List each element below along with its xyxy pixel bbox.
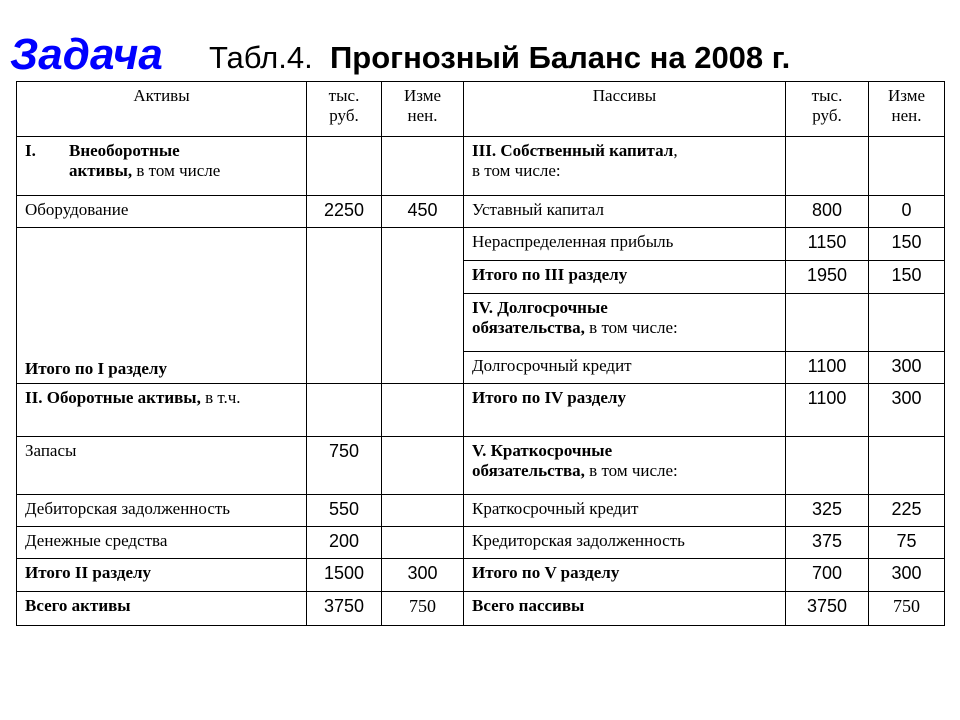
total-section-5-value: 700: [786, 559, 869, 592]
total-section-2-change: 300: [382, 559, 464, 592]
section-3-comma: ,: [673, 141, 678, 160]
charter-capital-value: 800: [786, 196, 869, 228]
long-term-loan-label: Долгосрочный кредит: [464, 352, 786, 384]
empty-cell: [786, 137, 869, 196]
header-thousand-assets: [307, 82, 382, 137]
payables-label: Кредиторская задолженность: [464, 527, 786, 559]
header-change-assets: [382, 82, 464, 137]
table-row: [17, 592, 945, 626]
table-row: [17, 137, 945, 196]
table-row: [17, 384, 945, 437]
short-term-loan-label: Краткосрочный кредит: [464, 495, 786, 527]
header-thousand-liabilities: [786, 82, 869, 137]
section-5-title-line2: обязательства,: [472, 461, 585, 480]
empty-cell: [307, 137, 382, 196]
total-assets-label: Всего активы: [17, 592, 307, 626]
total-liabilities-label: Всего пассивы: [464, 592, 786, 626]
charter-capital-change: 0: [869, 196, 945, 228]
header-change-line1: Изме: [403, 86, 442, 105]
table-row: [17, 228, 945, 261]
table-number: Табл.4.: [209, 40, 313, 75]
section-2-heading: [17, 384, 307, 437]
header-thousand-line2: руб.: [329, 106, 359, 125]
table-row: [17, 437, 945, 495]
header-thousand-line2: руб.: [812, 106, 842, 125]
total-section-3-label: Итого по III разделу: [464, 261, 786, 294]
stocks-value: 750: [307, 437, 382, 495]
section-1-number: I.: [25, 141, 36, 160]
total-section-5-change: 300: [869, 559, 945, 592]
total-section-3-change: 150: [869, 261, 945, 294]
empty-cell: [382, 437, 464, 495]
section-1-title-line1: Внеоборотные: [69, 141, 180, 160]
charter-capital-label: Уставный капитал: [464, 196, 786, 228]
task-heading: Задача: [10, 30, 163, 79]
section-2-title: II. Оборотные активы,: [25, 388, 201, 407]
empty-cell: [382, 137, 464, 196]
section-4-title-line1: IV. Долгосрочные: [472, 298, 608, 317]
total-section-5-label: Итого по V разделу: [464, 559, 786, 592]
stocks-label: Запасы: [17, 437, 307, 495]
receivables-label: Дебиторская задолженность: [17, 495, 307, 527]
empty-cell: [786, 294, 869, 352]
total-liabilities-value: 3750: [786, 592, 869, 626]
payables-change: 75: [869, 527, 945, 559]
payables-value: 375: [786, 527, 869, 559]
table-row: [17, 527, 945, 559]
equipment-value: 2250: [307, 196, 382, 228]
section-1-note: в том числе: [132, 161, 221, 180]
section-5-heading: [464, 437, 786, 495]
header-change-line1: Изме: [887, 86, 926, 105]
table-header-row: [17, 82, 945, 137]
equipment-label: Оборудование: [17, 196, 307, 228]
total-section-4-change: 300: [869, 384, 945, 437]
empty-cell: [786, 437, 869, 495]
short-term-loan-change: 225: [869, 495, 945, 527]
cash-label: Денежные средства: [17, 527, 307, 559]
section-4-heading: [464, 294, 786, 352]
table-row: [17, 196, 945, 228]
header-thousand-line1: тыс.: [811, 86, 843, 105]
section-1-heading: [17, 137, 307, 196]
empty-cell: [869, 294, 945, 352]
table-row: [17, 559, 945, 592]
retained-earnings-label: Нераспределенная прибыль: [464, 228, 786, 261]
empty-cell: [307, 384, 382, 437]
total-assets-change: 750: [382, 592, 464, 626]
section-4-note: в том числе:: [584, 318, 678, 337]
empty-cell: [382, 384, 464, 437]
header-change-line2: нен.: [407, 106, 438, 125]
section-3-title: III. Собственный капитал: [472, 141, 674, 160]
header-liabilities: Пассивы: [464, 82, 786, 137]
empty-cell: [869, 437, 945, 495]
total-section-2-value: 1500: [307, 559, 382, 592]
retained-earnings-change: 150: [869, 228, 945, 261]
cash-value: 200: [307, 527, 382, 559]
retained-earnings-value: 1150: [786, 228, 869, 261]
long-term-loan-value: 1100: [786, 352, 869, 384]
section-4-title-line2: обязательства,: [472, 318, 585, 337]
total-section-1-label: Итого по I разделу: [17, 228, 307, 384]
total-section-1-change: [382, 228, 464, 384]
total-section-1-value: [307, 228, 382, 384]
long-term-loan-change: 300: [869, 352, 945, 384]
header-change-line2: нен.: [891, 106, 922, 125]
equipment-change: 450: [382, 196, 464, 228]
receivables-value: 550: [307, 495, 382, 527]
empty-cell: [382, 527, 464, 559]
section-2-note: в т.ч.: [200, 388, 241, 407]
section-5-title-line1: V. Краткосрочные: [472, 441, 613, 460]
total-section-4-label: Итого по IV разделу: [464, 384, 786, 437]
empty-cell: [869, 137, 945, 196]
section-1-title-line2: активы,: [69, 161, 133, 180]
total-section-4-value: 1100: [786, 384, 869, 437]
header-change-liabilities: [869, 82, 945, 137]
section-5-note: в том числе:: [584, 461, 678, 480]
header-thousand-line1: тыс.: [328, 86, 360, 105]
total-section-2-label: Итого II разделу: [17, 559, 307, 592]
section-3-heading: [464, 137, 786, 196]
table-row: [17, 495, 945, 527]
total-section-3-value: 1950: [786, 261, 869, 294]
empty-cell: [382, 495, 464, 527]
total-liabilities-change: 750: [869, 592, 945, 626]
total-assets-value: 3750: [307, 592, 382, 626]
section-3-note: в том числе:: [472, 161, 561, 180]
table-caption: Прогнозный Баланс на 2008 г.: [330, 40, 791, 75]
balance-table: [16, 81, 945, 626]
header-assets: Активы: [17, 82, 307, 137]
short-term-loan-value: 325: [786, 495, 869, 527]
title-row: [10, 28, 950, 82]
